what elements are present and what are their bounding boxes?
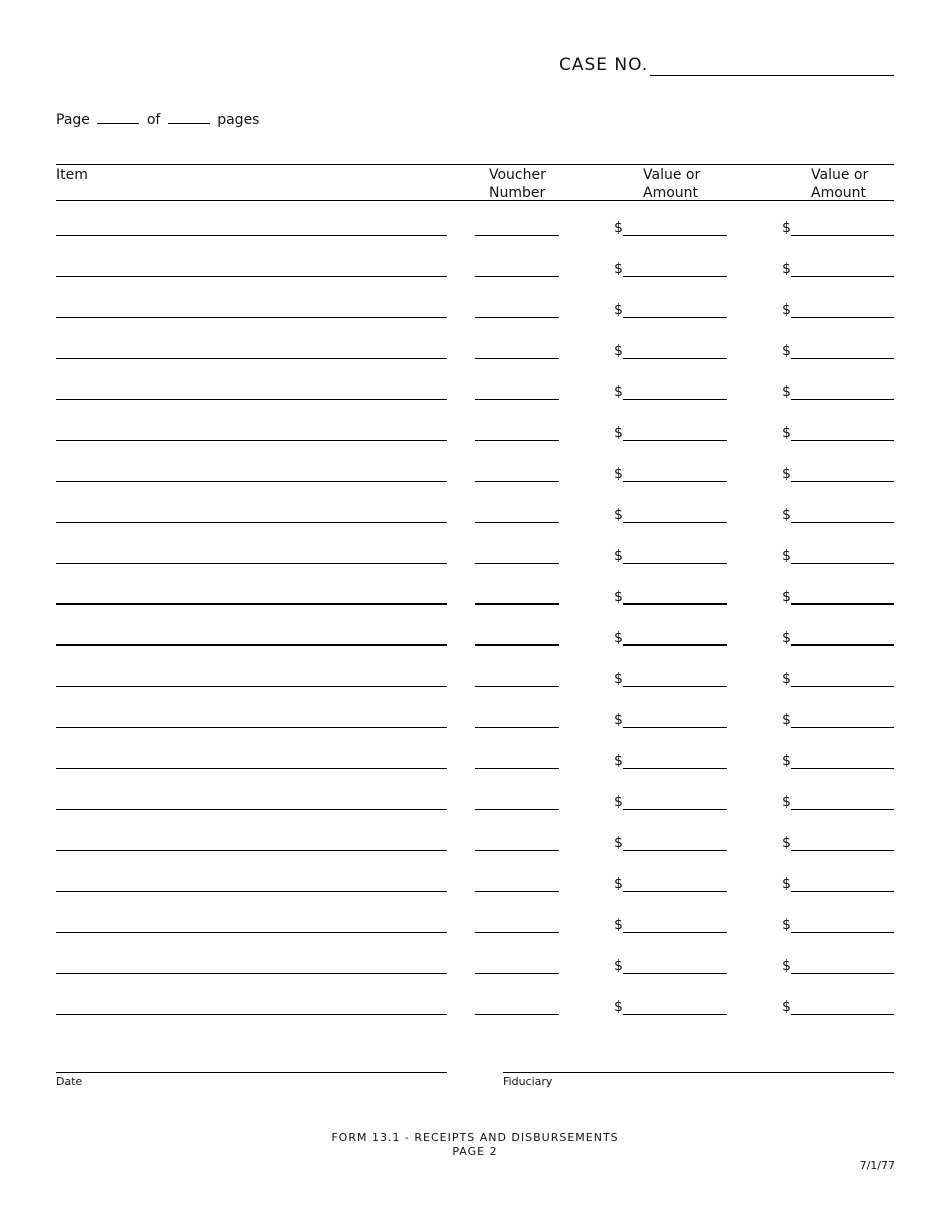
header-top-rule	[56, 164, 894, 165]
item-field[interactable]	[56, 768, 447, 769]
dollar-sign: $	[614, 589, 623, 605]
value-amount-field-2[interactable]	[791, 932, 894, 933]
entry-row	[0, 421, 950, 441]
column-header-voucher	[489, 166, 546, 202]
value-amount-field-2[interactable]	[791, 1014, 894, 1015]
value2-header-line2: Amount	[811, 185, 867, 201]
item-field[interactable]	[56, 932, 447, 933]
value-amount-field-1[interactable]	[623, 809, 727, 810]
dollar-sign: $	[782, 261, 791, 277]
dollar-sign: $	[614, 466, 623, 482]
value-amount-field-2[interactable]	[791, 522, 894, 523]
dollar-sign: $	[782, 425, 791, 441]
dollar-sign: $	[782, 343, 791, 359]
dollar-sign: $	[614, 507, 623, 523]
dollar-sign: $	[614, 384, 623, 400]
dollar-sign: $	[614, 548, 623, 564]
entry-row	[0, 585, 950, 605]
voucher-number-field[interactable]	[475, 891, 559, 892]
value-amount-field-1[interactable]	[623, 686, 727, 687]
item-field[interactable]	[56, 235, 447, 236]
entry-row	[0, 954, 950, 974]
entry-row	[0, 544, 950, 564]
entry-row	[0, 626, 950, 646]
form-title: FORM 13.1 - RECEIPTS AND DISBURSEMENTS	[331, 1131, 619, 1144]
dollar-sign: $	[782, 630, 791, 646]
entry-row	[0, 380, 950, 400]
case-number-label: CASE NO.	[559, 55, 649, 75]
dollar-sign: $	[782, 548, 791, 564]
column-header-value-1	[643, 166, 700, 202]
voucher-number-field[interactable]	[475, 644, 559, 646]
item-field[interactable]	[56, 891, 447, 892]
voucher-number-field[interactable]	[475, 850, 559, 851]
voucher-number-field[interactable]	[475, 686, 559, 687]
voucher-number-field[interactable]	[475, 522, 559, 523]
item-field[interactable]	[56, 317, 447, 318]
fiduciary-label: Fiduciary	[503, 1075, 553, 1088]
value1-header-line1: Value or	[643, 167, 701, 183]
value-amount-field-1[interactable]	[623, 644, 727, 646]
dollar-sign: $	[614, 343, 623, 359]
dollar-sign: $	[782, 507, 791, 523]
item-field[interactable]	[56, 727, 447, 728]
voucher-number-field[interactable]	[475, 932, 559, 933]
value-amount-field-2[interactable]	[791, 973, 894, 974]
value-amount-field-1[interactable]	[623, 727, 727, 728]
value-amount-field-2[interactable]	[791, 686, 894, 687]
entry-row	[0, 503, 950, 523]
dollar-sign: $	[782, 958, 791, 974]
page-counter	[56, 111, 259, 128]
entry-row	[0, 298, 950, 318]
voucher-number-field[interactable]	[475, 440, 559, 441]
value1-header-line2: Amount	[643, 185, 699, 201]
item-field[interactable]	[56, 522, 447, 523]
value2-header-line1: Value or	[811, 167, 869, 183]
pages-word: pages	[217, 112, 260, 128]
dollar-sign: $	[614, 876, 623, 892]
dollar-sign: $	[782, 999, 791, 1015]
dollar-sign: $	[614, 835, 623, 851]
dollar-sign: $	[782, 384, 791, 400]
value-amount-field-1[interactable]	[623, 440, 727, 441]
dollar-sign: $	[782, 671, 791, 687]
value-amount-field-2[interactable]	[791, 891, 894, 892]
dollar-sign: $	[782, 589, 791, 605]
voucher-number-field[interactable]	[475, 1014, 559, 1015]
entry-row	[0, 462, 950, 482]
value-amount-field-2[interactable]	[791, 563, 894, 564]
value-amount-field-1[interactable]	[623, 235, 727, 236]
entry-row	[0, 708, 950, 728]
voucher-header-line1: Voucher	[489, 167, 546, 183]
value-amount-field-2[interactable]	[791, 399, 894, 400]
dollar-sign: $	[782, 712, 791, 728]
item-field[interactable]	[56, 850, 447, 851]
value-amount-field-2[interactable]	[791, 358, 894, 359]
voucher-number-field[interactable]	[475, 768, 559, 769]
entry-row	[0, 257, 950, 277]
item-field[interactable]	[56, 686, 447, 687]
dollar-sign: $	[614, 302, 623, 318]
dollar-sign: $	[614, 630, 623, 646]
value-amount-field-1[interactable]	[623, 399, 727, 400]
dollar-sign: $	[614, 958, 623, 974]
form-revision-date: 7/1/77	[859, 1159, 895, 1172]
date-label: Date	[56, 1075, 83, 1088]
value-amount-field-1[interactable]	[623, 603, 727, 605]
value-amount-field-1[interactable]	[623, 1014, 727, 1015]
item-field[interactable]	[56, 603, 447, 605]
value-amount-field-1[interactable]	[623, 973, 727, 974]
value-amount-field-1[interactable]	[623, 891, 727, 892]
value-amount-field-1[interactable]	[623, 358, 727, 359]
entry-row	[0, 995, 950, 1015]
item-field[interactable]	[56, 1014, 447, 1015]
value-amount-field-1[interactable]	[623, 276, 727, 277]
value-amount-field-1[interactable]	[623, 481, 727, 482]
dollar-sign: $	[782, 302, 791, 318]
value-amount-field-2[interactable]	[791, 850, 894, 851]
voucher-number-field[interactable]	[475, 603, 559, 605]
entry-row	[0, 913, 950, 933]
dollar-sign: $	[614, 917, 623, 933]
voucher-header-line2: Number	[489, 185, 546, 201]
value-amount-field-1[interactable]	[623, 850, 727, 851]
total-pages-field[interactable]	[168, 111, 210, 124]
voucher-number-field[interactable]	[475, 973, 559, 974]
item-field[interactable]	[56, 809, 447, 810]
dollar-sign: $	[782, 794, 791, 810]
item-field[interactable]	[56, 440, 447, 441]
value-amount-field-2[interactable]	[791, 768, 894, 769]
value-amount-field-2[interactable]	[791, 481, 894, 482]
entry-row	[0, 339, 950, 359]
dollar-sign: $	[782, 753, 791, 769]
dollar-sign: $	[614, 999, 623, 1015]
voucher-number-field[interactable]	[475, 235, 559, 236]
entry-row	[0, 790, 950, 810]
voucher-number-field[interactable]	[475, 563, 559, 564]
entry-row	[0, 216, 950, 236]
fiduciary-signature-field[interactable]	[503, 1072, 894, 1073]
value-amount-field-1[interactable]	[623, 563, 727, 564]
dollar-sign: $	[614, 220, 623, 236]
entry-row	[0, 831, 950, 851]
item-field[interactable]	[56, 276, 447, 277]
item-field[interactable]	[56, 399, 447, 400]
dollar-sign: $	[614, 753, 623, 769]
item-field[interactable]	[56, 973, 447, 974]
value-amount-field-1[interactable]	[623, 317, 727, 318]
page-word: Page	[56, 112, 90, 128]
dollar-sign: $	[782, 466, 791, 482]
dollar-sign: $	[614, 671, 623, 687]
value-amount-field-1[interactable]	[623, 932, 727, 933]
dollar-sign: $	[782, 220, 791, 236]
entry-row	[0, 872, 950, 892]
value-amount-field-2[interactable]	[791, 235, 894, 236]
item-field[interactable]	[56, 481, 447, 482]
value-amount-field-2[interactable]	[791, 644, 894, 646]
value-amount-field-2[interactable]	[791, 809, 894, 810]
voucher-number-field[interactable]	[475, 276, 559, 277]
value-amount-field-1[interactable]	[623, 522, 727, 523]
column-header-item: Item	[56, 167, 88, 183]
voucher-number-field[interactable]	[475, 399, 559, 400]
value-amount-field-2[interactable]	[791, 727, 894, 728]
column-header-value-2	[811, 166, 868, 202]
voucher-number-field[interactable]	[475, 481, 559, 482]
item-field[interactable]	[56, 563, 447, 564]
case-number-field[interactable]	[650, 75, 894, 76]
dollar-sign: $	[614, 794, 623, 810]
entry-row	[0, 749, 950, 769]
dollar-sign: $	[614, 261, 623, 277]
voucher-number-field[interactable]	[475, 317, 559, 318]
voucher-number-field[interactable]	[475, 809, 559, 810]
dollar-sign: $	[782, 835, 791, 851]
form-footer	[0, 1131, 950, 1159]
voucher-number-field[interactable]	[475, 727, 559, 728]
entry-row	[0, 667, 950, 687]
value-amount-field-1[interactable]	[623, 768, 727, 769]
header-bottom-rule	[56, 200, 894, 201]
page-number-field[interactable]	[97, 111, 139, 124]
value-amount-field-2[interactable]	[791, 317, 894, 318]
dollar-sign: $	[614, 425, 623, 441]
item-field[interactable]	[56, 358, 447, 359]
date-field[interactable]	[56, 1072, 447, 1073]
dollar-sign: $	[782, 876, 791, 892]
of-word: of	[146, 112, 161, 128]
form-page-label: PAGE 2	[452, 1145, 498, 1158]
value-amount-field-2[interactable]	[791, 603, 894, 605]
dollar-sign: $	[782, 917, 791, 933]
value-amount-field-2[interactable]	[791, 440, 894, 441]
voucher-number-field[interactable]	[475, 358, 559, 359]
dollar-sign: $	[614, 712, 623, 728]
value-amount-field-2[interactable]	[791, 276, 894, 277]
item-field[interactable]	[56, 644, 447, 646]
